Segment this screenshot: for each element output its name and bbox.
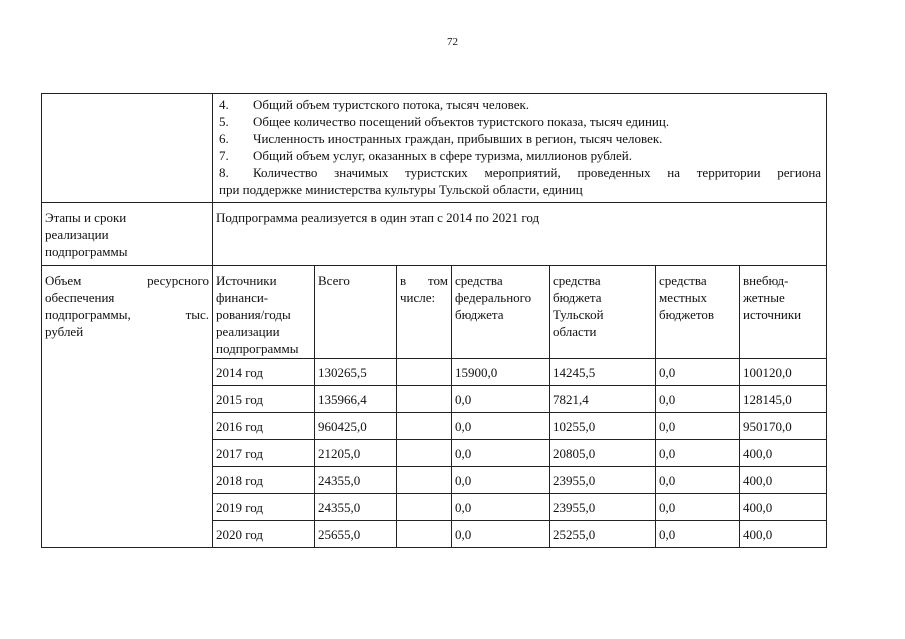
- indicator-number: 6.: [219, 131, 229, 146]
- indicator-item: [219, 147, 821, 164]
- indicators-list-cell: [213, 94, 827, 203]
- subprogram-passport-table: [41, 93, 827, 548]
- header-including-line: [400, 272, 448, 289]
- resources-header-row: [42, 266, 827, 359]
- indicator-number: 8.: [219, 165, 229, 180]
- cell-regional: 10255,0: [550, 413, 656, 440]
- indicator-text: Общее количество посещений объектов туристского показа, тысяч единиц.: [253, 114, 670, 129]
- header-total: [315, 266, 397, 359]
- page-number: 72: [447, 36, 458, 48]
- stages-value: [213, 203, 827, 266]
- cell-extra: 100120,0: [740, 359, 827, 386]
- indicator-item: [219, 113, 821, 130]
- cell-local: 0,0: [656, 521, 740, 548]
- cell-total: 130265,5: [315, 359, 397, 386]
- header-including: [397, 266, 452, 359]
- cell-regional: 7821,4: [550, 386, 656, 413]
- stages-value-text: Подпрограмма реализуется в один этап с 2014 по 2021 год: [216, 210, 540, 225]
- cell-regional: 25255,0: [550, 521, 656, 548]
- header-regional-text: средства бюджета Тульской области: [553, 273, 604, 339]
- header-federal-text: средства федерального бюджета: [455, 273, 532, 322]
- header-total-text: Всего: [318, 273, 350, 288]
- header-extra: [740, 266, 827, 359]
- cell-regional: 23955,0: [550, 467, 656, 494]
- cell-year: 2016 год: [213, 413, 315, 440]
- cell-regional: 23955,0: [550, 494, 656, 521]
- indicator-number: 4.: [219, 97, 229, 112]
- cell-total: 135966,4: [315, 386, 397, 413]
- resources-label-word: подпрограммы,: [45, 307, 131, 322]
- cell-extra: 950170,0: [740, 413, 827, 440]
- cell-including: [397, 359, 452, 386]
- indicator-text: Количество значимых туристских мероприятий, проведенных на территории региона: [253, 165, 822, 180]
- cell-federal: 0,0: [452, 413, 550, 440]
- indicator-number: 7.: [219, 148, 229, 163]
- cell-federal: 0,0: [452, 467, 550, 494]
- resources-label-word: Объем: [45, 273, 82, 288]
- resources-label-line: рублей: [45, 324, 84, 339]
- cell-year: 2019 год: [213, 494, 315, 521]
- cell-total: 24355,0: [315, 494, 397, 521]
- cell-federal: 0,0: [452, 494, 550, 521]
- cell-extra: 400,0: [740, 467, 827, 494]
- cell-extra: 128145,0: [740, 386, 827, 413]
- cell-year: 2017 год: [213, 440, 315, 467]
- header-including-line: числе:: [400, 290, 436, 305]
- cell-including: [397, 521, 452, 548]
- header-extra-text: внебюд-жетные источники: [743, 273, 802, 322]
- cell-federal: 0,0: [452, 440, 550, 467]
- cell-local: 0,0: [656, 413, 740, 440]
- resources-label-line: обеспечения: [45, 290, 115, 305]
- cell-regional: 20805,0: [550, 440, 656, 467]
- cell-including: [397, 386, 452, 413]
- header-regional: [550, 266, 656, 359]
- cell-local: 0,0: [656, 494, 740, 521]
- header-including-word: том: [428, 273, 448, 288]
- stages-label: [42, 203, 213, 266]
- cell-year: 2014 год: [213, 359, 315, 386]
- resources-label: [42, 266, 213, 548]
- cell-extra: 400,0: [740, 494, 827, 521]
- indicator-number: 5.: [219, 114, 229, 129]
- cell-federal: 0,0: [452, 386, 550, 413]
- cell-including: [397, 413, 452, 440]
- cell-local: 0,0: [656, 386, 740, 413]
- resources-label-word: ресурсного: [147, 273, 209, 288]
- indicator-item: [219, 130, 821, 147]
- cell-extra: 400,0: [740, 521, 827, 548]
- indicator-text: Общий объем туристского потока, тысяч человек.: [253, 97, 530, 112]
- indicator-item: [219, 96, 821, 113]
- indicators-label-cell: [42, 94, 213, 203]
- cell-total: 25655,0: [315, 521, 397, 548]
- indicators-row: [42, 94, 827, 203]
- cell-year: 2020 год: [213, 521, 315, 548]
- cell-regional: 14245,5: [550, 359, 656, 386]
- header-sources: [213, 266, 315, 359]
- header-local: [656, 266, 740, 359]
- cell-year: 2018 год: [213, 467, 315, 494]
- stages-row: [42, 203, 827, 266]
- cell-local: 0,0: [656, 467, 740, 494]
- header-local-text: средства местных бюджетов: [659, 273, 715, 322]
- indicator-text: Общий объем услуг, оказанных в сфере туризма, миллионов рублей.: [253, 148, 632, 163]
- cell-extra: 400,0: [740, 440, 827, 467]
- indicators-list: [216, 94, 823, 202]
- header-federal: [452, 266, 550, 359]
- resources-label-line: [45, 306, 209, 323]
- stages-label-text: Этапы и сроки реализации подпрограммы: [45, 210, 128, 259]
- indicator-continuation: при поддержке министерства культуры Тульской области, единиц: [219, 182, 583, 197]
- indicator-item: [219, 164, 821, 181]
- cell-including: [397, 494, 452, 521]
- cell-federal: 15900,0: [452, 359, 550, 386]
- cell-local: 0,0: [656, 440, 740, 467]
- cell-local: 0,0: [656, 359, 740, 386]
- resources-label-word: тыс.: [185, 307, 209, 322]
- cell-year: 2015 год: [213, 386, 315, 413]
- cell-including: [397, 440, 452, 467]
- cell-total: 21205,0: [315, 440, 397, 467]
- indicator-text: Численность иностранных граждан, прибывших в регион, тысяч человек.: [253, 131, 663, 146]
- cell-total: 24355,0: [315, 467, 397, 494]
- cell-federal: 0,0: [452, 521, 550, 548]
- header-including-word: в: [400, 273, 407, 288]
- header-sources-text: Источники финанси-рования/годы реализации подпрограммы: [216, 273, 299, 356]
- cell-including: [397, 467, 452, 494]
- resources-label-line: [45, 272, 209, 289]
- cell-total: 960425,0: [315, 413, 397, 440]
